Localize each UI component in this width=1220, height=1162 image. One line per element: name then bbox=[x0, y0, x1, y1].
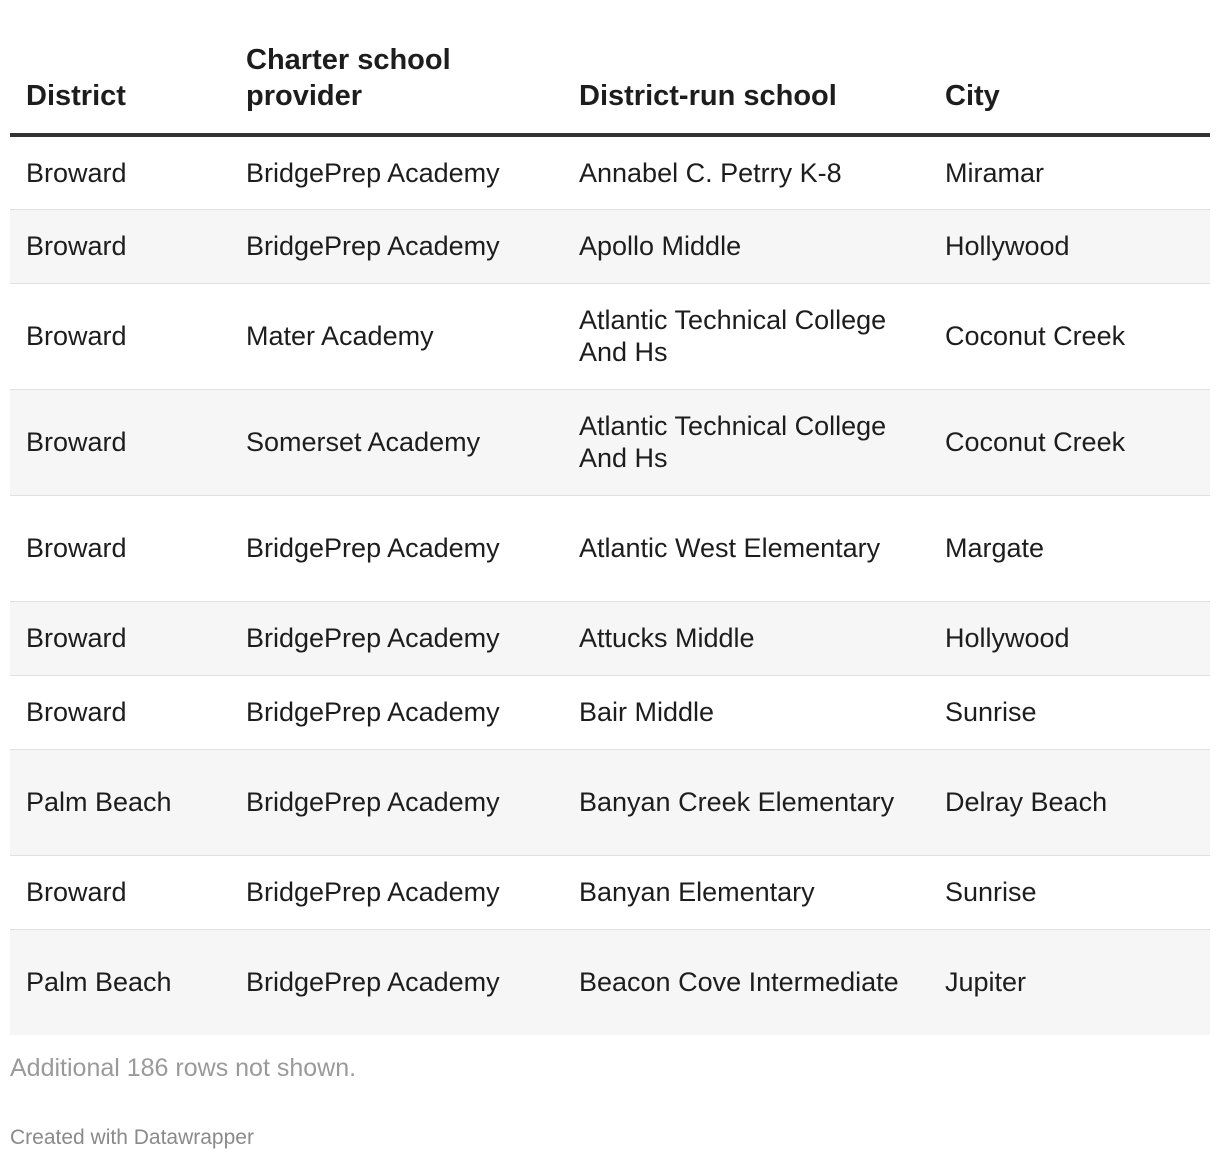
cell-provider: BridgePrep Academy bbox=[230, 495, 563, 601]
header-district[interactable]: District bbox=[10, 0, 230, 135]
cell-city: Delray Beach bbox=[929, 749, 1210, 855]
cell-city: Coconut Creek bbox=[929, 283, 1210, 389]
cell-provider: BridgePrep Academy bbox=[230, 929, 563, 1035]
cell-provider: BridgePrep Academy bbox=[230, 601, 563, 675]
table-row bbox=[10, 749, 1210, 855]
cell-district: Broward bbox=[10, 283, 230, 389]
cell-district: Broward bbox=[10, 209, 230, 283]
cell-school: Atlantic Technical College And Hs bbox=[563, 283, 929, 389]
datawrapper-credit[interactable]: Created with Datawrapper bbox=[10, 1126, 254, 1149]
cell-school: Annabel C. Petrry K-8 bbox=[563, 135, 929, 209]
table-row bbox=[10, 495, 1210, 601]
header-charter-provider[interactable]: Charter school provider bbox=[230, 0, 563, 135]
header-row bbox=[10, 0, 1210, 135]
table-row bbox=[10, 135, 1210, 209]
table-row bbox=[10, 601, 1210, 675]
cell-city: Hollywood bbox=[929, 601, 1210, 675]
cell-school: Beacon Cove Intermediate bbox=[563, 929, 929, 1035]
table-row bbox=[10, 209, 1210, 283]
cell-district: Broward bbox=[10, 675, 230, 749]
cell-school: Attucks Middle bbox=[563, 601, 929, 675]
cell-city: Coconut Creek bbox=[929, 389, 1210, 495]
cell-school: Bair Middle bbox=[563, 675, 929, 749]
cell-school: Atlantic West Elementary bbox=[563, 495, 929, 601]
table-row bbox=[10, 855, 1210, 929]
cell-city: Margate bbox=[929, 495, 1210, 601]
cell-provider: BridgePrep Academy bbox=[230, 135, 563, 209]
cell-district: Broward bbox=[10, 495, 230, 601]
header-city[interactable]: City bbox=[929, 0, 1210, 135]
table-row bbox=[10, 929, 1210, 1035]
table-row bbox=[10, 283, 1210, 389]
cell-district: Palm Beach bbox=[10, 749, 230, 855]
cell-provider: BridgePrep Academy bbox=[230, 675, 563, 749]
cell-school: Banyan Elementary bbox=[563, 855, 929, 929]
cell-city: Sunrise bbox=[929, 855, 1210, 929]
cell-provider: Mater Academy bbox=[230, 283, 563, 389]
table-notes: Additional 186 rows not shown. bbox=[10, 1054, 357, 1082]
cell-provider: BridgePrep Academy bbox=[230, 749, 563, 855]
cell-district: Broward bbox=[10, 855, 230, 929]
cell-school: Apollo Middle bbox=[563, 209, 929, 283]
cell-district: Broward bbox=[10, 135, 230, 209]
cell-provider: BridgePrep Academy bbox=[230, 855, 563, 929]
cell-district: Broward bbox=[10, 601, 230, 675]
cell-city: Miramar bbox=[929, 135, 1210, 209]
table-row bbox=[10, 389, 1210, 495]
cell-school: Atlantic Technical College And Hs bbox=[563, 389, 929, 495]
cell-provider: Somerset Academy bbox=[230, 389, 563, 495]
cell-city: Sunrise bbox=[929, 675, 1210, 749]
cell-school: Banyan Creek Elementary bbox=[563, 749, 929, 855]
cell-district: Palm Beach bbox=[10, 929, 230, 1035]
cell-provider: BridgePrep Academy bbox=[230, 209, 563, 283]
cell-district: Broward bbox=[10, 389, 230, 495]
data-table-container bbox=[10, 0, 1210, 1035]
cell-city: Jupiter bbox=[929, 929, 1210, 1035]
data-table bbox=[10, 0, 1210, 1035]
table-row bbox=[10, 675, 1210, 749]
header-district-run-school[interactable]: District-run school bbox=[563, 0, 929, 135]
cell-city: Hollywood bbox=[929, 209, 1210, 283]
